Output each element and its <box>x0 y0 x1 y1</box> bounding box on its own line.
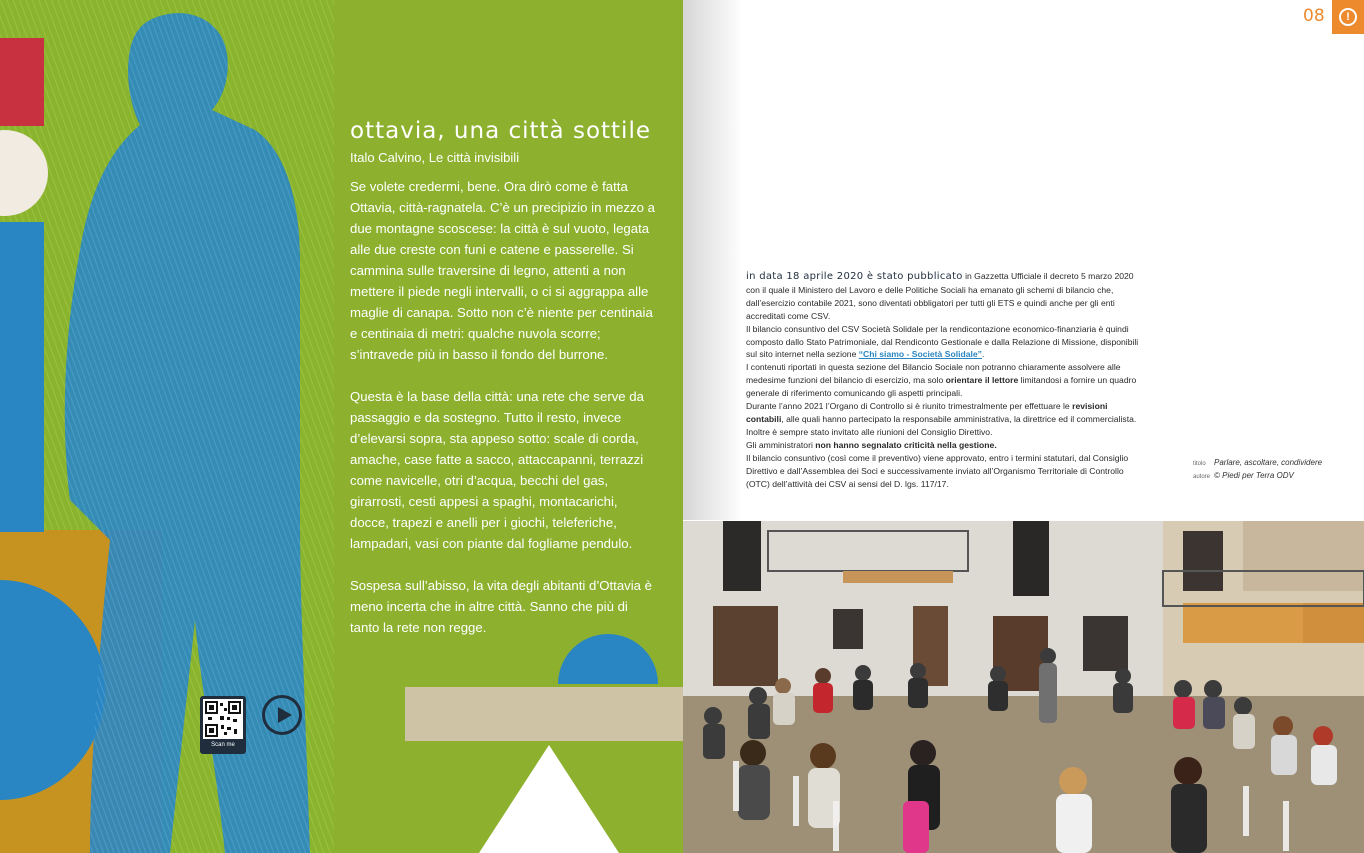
qr-code-icon <box>203 699 243 739</box>
meeting-photo <box>683 521 1364 853</box>
qr-code-button[interactable] <box>200 696 246 754</box>
report-bold: non hanno segnalato criticità nella gestione. <box>815 439 997 450</box>
report-text-span: Gli amministratori <box>746 439 816 450</box>
spine-shadow <box>683 0 743 520</box>
report-text-span: Durante l’anno 2021 l’Organo di Controllo si è riunito trimestralmente per effettuare le <box>746 401 1073 412</box>
page-subtitle: Italo Calvino, Le città invisibili <box>350 150 520 165</box>
report-paragraph <box>746 270 1146 323</box>
report-text <box>746 270 1146 490</box>
report-paragraph: Il bilancio consuntivo (così come il preventivo) viene approvato, entro i termini statutari, dal Consiglio Direttivo e dall’Assemblea dei Soci e successivamente inviato all’Organismo Territoriale di Controllo (OTC) dell’attività dei CSV ai sensi del D. lgs. 117/17. <box>746 452 1129 489</box>
page-number: 08 <box>1303 6 1325 26</box>
info-icon: ! <box>1339 8 1357 26</box>
white-triangle <box>479 745 619 853</box>
caption-title: Parlare, ascoltare, condividere <box>1214 458 1323 467</box>
report-text-span: , alle quali hanno partecipato la responsabile amministrativa, la direttrice ed il commercialista. Inoltre è sempre stato invitato alle riunioni del Consiglio Direttivo. <box>746 413 1137 437</box>
quote-paragraph: Se volete credermi, bene. Ora dirò come è fatta Ottavia, città-ragnatela. C’è un precipizio in mezzo a due montagne scoscese: la città è sul vuoto, legata alle due creste con funi e catene e passerelle. Si cammina sulle traversine di legno, attenti a non mettere il piede negli intervalli, o ci si aggrappa alle maglie di canapa. Sotto non c’è niente per centinaia e centinaia di metri: qualche nuvola scorre; s’intravede più in basso il fondo del burrone. <box>350 179 655 362</box>
quote-paragraph: Sospesa sull’abisso, la vita degli abitanti d’Ottavia è meno incerta che in altre città. Sanno che più di tanto la rete non regge. <box>350 578 653 635</box>
play-icon[interactable] <box>262 695 302 735</box>
report-paragraph <box>746 400 1146 439</box>
report-text-span: Il bilancio consuntivo del CSV Società Solidale per la rendicontazione economico-finanziaria è quindi composto dallo Stato Patrimoniale, dal Rendiconto Gestionale e dalla Relazione di Missione, disponibili sul sito internet nella sezione <box>746 323 1139 360</box>
report-text-span: . <box>981 349 985 360</box>
report-paragraph <box>746 439 1146 452</box>
report-text-span: limitandosi a fornire un quadro generale di riferimento comunicando gli aspetti principali. <box>746 375 1137 399</box>
qr-label: Scan me <box>211 742 235 748</box>
caption-title-label: titolo <box>1193 461 1206 467</box>
photo-caption <box>1193 457 1322 483</box>
report-text-span: I contenuti riportati in questa sezione del Bilancio Sociale non potranno chiaramente assolvere alle medesime funzioni del bilancio di esercizio, ma solo <box>746 362 1121 386</box>
caption-author-label: autore <box>1193 474 1211 480</box>
caption-author: © Piedi per Terra ODV <box>1214 471 1294 480</box>
info-button[interactable] <box>1332 0 1364 34</box>
report-paragraph <box>746 361 1146 400</box>
meeting-photo-graphic <box>683 521 1364 853</box>
report-lead: in data 18 aprile 2020 è stato pubblicato <box>746 271 963 282</box>
report-paragraph <box>746 323 1146 362</box>
beige-bar <box>405 687 683 741</box>
report-text-span: in Gazzetta Ufficiale il decreto 5 marzo 2020 con il quale il Ministero del Lavoro e delle Politiche Sociali ha emanato gli schemi di bilancio che, dall’esercizio contabile 2021, sono diventati obbligatori per tutti gli ETS e quindi anche per gli enti accreditati come CSV. <box>746 271 1134 321</box>
report-bold: orientare il lettore <box>945 375 1019 386</box>
chi-siamo-link[interactable]: “Chi siamo - Società Solidale” <box>858 349 982 360</box>
quote-paragraph: Questa è la base della città: una rete che serve da passaggio e da sostegno. Tutto il resto, invece d’elevarsi sopra, sta appeso sotto: scale di corda, amache, case fatte a sacco, attaccapanni, terrazzi come navicelle, otri d’acqua, becchi del gas, girarrosti, cesti appesi a spaghi, montacarichi, docce, trapezi e anelli per i giochi, teleferiche, lampadari, vasi con piante dal fogliame pendulo. <box>350 389 644 551</box>
right-page <box>683 0 1364 853</box>
page-title: ottavia, una città sottile <box>350 118 651 144</box>
quote-text <box>350 176 660 659</box>
report-bold: revisioni contabili <box>746 401 1108 424</box>
